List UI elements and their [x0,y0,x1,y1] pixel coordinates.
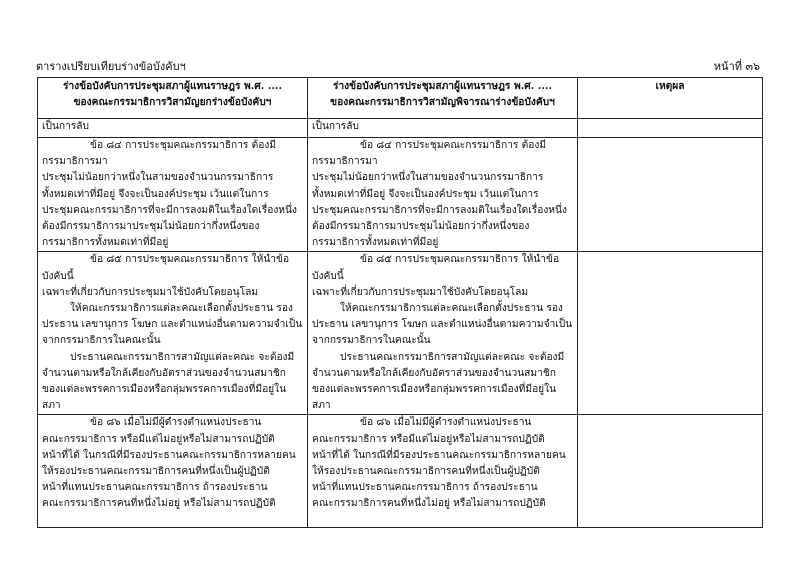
text-line: ต้องมีกรรมาธิการมาประชุมไม่น้อยกว่ากึ่งหนึ่งของ [42,221,260,233]
document-title: ตารางเปรียบเทียบร่างข้อบังคับฯ [36,60,186,73]
text-line: กรรมาธิการทั้งหมดเท่าที่มีอยู่ [42,237,169,249]
col2-header-line2: ของคณะกรรมาธิการวิสามัญพิจารณาร่างข้อบังคับฯ [330,96,555,109]
text-line: ข้อ ๘๕ การประชุมคณะกรรมาธิการ ให้นำข้อบังคับนี้ [312,254,560,282]
text-line: สภา [42,400,61,412]
text-line: ประชุมไม่น้อยกว่าหนึ่งในสามของจำนวนกรรมาธิการ [312,172,544,184]
text-line: ข้อ ๘๔ การประชุมคณะกรรมาธิการ ต้องมีกรรมาธิการมา [42,140,277,168]
text-line: เฉพาะที่เกี่ยวกับการประชุมมาใช้บังคับโดยอนุโลม [42,286,259,298]
table-row [38,415,763,528]
text-line: ของแต่ละพรรคการเมืองหรือกลุ่มพรรคการเมืองที่มีอยู่ใน [312,384,557,396]
text-line: ให้คณะกรรมาธิการแต่ละคณะเลือกตั้งประธาน รอง [340,303,563,315]
text-line: ของแต่ละพรรคการเมืองหรือกลุ่มพรรคการเมืองที่มีอยู่ใน [42,384,287,396]
col3-header: เหตุผล [578,78,763,119]
text-line: คณะกรรมาธิการ หรือมีแต่ไม่อยู่หรือไม่สามารถปฏิบัติ [312,433,545,445]
text-line: ประธาน เลขานุการ โฆษก และตำแหน่งอื่นตามความจำเป็น [42,319,303,331]
col2-article-86 [308,415,578,528]
col2-header [308,78,578,119]
text-line: ต้องมีกรรมาธิการมาประชุมไม่น้อยกว่ากึ่งหนึ่งของ [312,221,530,233]
text-line: ทั้งหมดเท่าที่มีอยู่ จึงจะเป็นองค์ประชุม เว้นแต่ในการ [42,188,269,200]
col3-empty [578,119,763,138]
text-line: ให้รองประธานคณะกรรมาธิการคนที่หนึ่งเป็นผู้ปฏิบัติ [312,466,540,478]
col1-header-line2: ของคณะกรรมาธิการวิสามัญยกร่างข้อบังคับฯ [73,96,272,109]
text-line: หน้าที่ได้ ในกรณีที่มีรองประธานคณะกรรมาธิการหลายคน [42,449,296,461]
text-line: ประธาน เลขานุการ โฆษก และตำแหน่งอื่นตามความจำเป็น [312,319,573,331]
text-line: ให้รองประธานคณะกรรมาธิการคนที่หนึ่งเป็นผู้ปฏิบัติ [42,466,270,478]
text-line: จำนวนตามหรือใกล้เคียงกับอัตราส่วนของจำนวนสมาชิก [312,367,556,379]
text-line: จากกรรมาธิการในคณะนั้น [312,335,431,347]
text-line: คณะกรรมาธิการคนที่หนึ่งไม่อยู่ หรือไม่สามารถปฏิบัติ [312,498,546,510]
table-row [38,119,763,138]
col1-article-84 [38,138,308,252]
col1-article-85 [38,252,308,415]
col3-empty [578,252,763,415]
text-line: ให้คณะกรรมาธิการแต่ละคณะเลือกตั้งประธาน รอง [70,303,293,315]
text-line: สภา [312,400,331,412]
text-line: ประชุมไม่น้อยกว่าหนึ่งในสามของจำนวนกรรมาธิการ [42,172,274,184]
text-line: ประชุมคณะกรรมาธิการที่จะมีการลงมติในเรื่องใดเรื่องหนึ่ง [312,204,567,216]
text-line: ข้อ ๘๖ เมื่อไม่มีผู้ดำรงตำแหน่งประธาน [360,417,532,429]
text-line: หน้าที่ได้ ในกรณีที่มีรองประธานคณะกรรมาธิการหลายคน [312,449,566,461]
text-line: จากกรรมาธิการในคณะนั้น [42,335,161,347]
text-line: คณะกรรมาธิการ หรือมีแต่ไม่อยู่หรือไม่สามารถปฏิบัติ [42,433,275,445]
text-line: กรรมาธิการทั้งหมดเท่าที่มีอยู่ [312,237,439,249]
comparison-table [37,77,763,528]
text-line: ข้อ ๘๖ เมื่อไม่มีผู้ดำรงตำแหน่งประธาน [90,417,262,429]
text-line: ข้อ ๘๔ การประชุมคณะกรรมาธิการ ต้องมีกรรมาธิการมา [312,140,547,168]
col1-header-line1: ร่างข้อบังคับการประชุมสภาผู้แทนราษฎร พ.ศ. .... [62,80,283,92]
table-header-row [38,78,763,119]
text-line: จำนวนตามหรือใกล้เคียงกับอัตราส่วนของจำนวนสมาชิก [42,367,286,379]
col1-continued: เป็นการลับ [38,119,308,138]
table-row [38,252,763,415]
col2-header-line1: ร่างข้อบังคับการประชุมสภาผู้แทนราษฎร พ.ศ. .... [332,80,553,92]
col1-article-86 [38,415,308,528]
page-number: หน้าที่ ๓๖ [713,60,760,73]
table-row [38,138,763,252]
text-line: คณะกรรมาธิการคนที่หนึ่งไม่อยู่ หรือไม่สามารถปฏิบัติ [42,498,276,510]
text-line: ประธานคณะกรรมาธิการสามัญแต่ละคณะ จะต้องมี [340,351,565,363]
text-line: ข้อ ๘๕ การประชุมคณะกรรมาธิการ ให้นำข้อบังคับนี้ [42,254,290,282]
col1-header [38,78,308,119]
col2-article-84 [308,138,578,252]
text-line: หน้าที่แทนประธานคณะกรรมาธิการ ถ้ารองประธาน [42,482,268,494]
col3-empty [578,415,763,528]
col3-empty [578,138,763,252]
col2-continued: เป็นการลับ [308,119,578,138]
text-line: ทั้งหมดเท่าที่มีอยู่ จึงจะเป็นองค์ประชุม เว้นแต่ในการ [312,188,539,200]
col2-article-85 [308,252,578,415]
text-line: ประธานคณะกรรมาธิการสามัญแต่ละคณะ จะต้องมี [70,351,295,363]
text-line: ประชุมคณะกรรมาธิการที่จะมีการลงมติในเรื่องใดเรื่องหนึ่ง [42,204,297,216]
text-line: หน้าที่แทนประธานคณะกรรมาธิการ ถ้ารองประธาน [312,482,538,494]
text-line: เฉพาะที่เกี่ยวกับการประชุมมาใช้บังคับโดยอนุโลม [312,286,529,298]
